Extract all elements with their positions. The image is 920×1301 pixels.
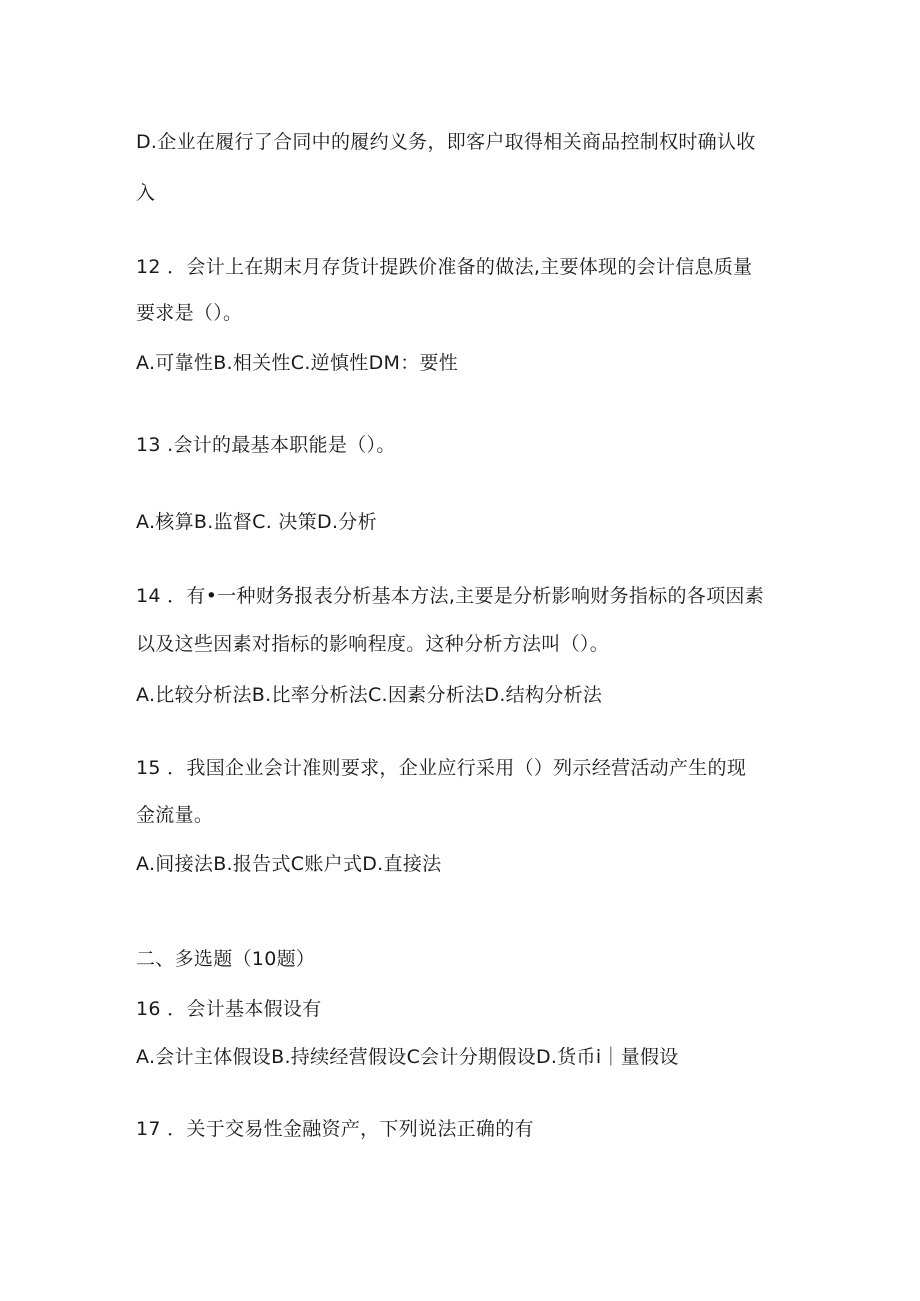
q16-stem: 16 ．会计基本假设有 xyxy=(136,998,322,1020)
q12-options: A.可靠性B.相关性C.逆慎性DM：要性 xyxy=(136,352,459,374)
q12-stem-line1: 12 ．会计上在期末月存货计提跌价准备的做法,主要体现的会计信息质量 xyxy=(136,256,753,278)
section-title: 二、多选题（10题） xyxy=(136,948,316,970)
q17-stem: 17 ．关于交易性金融资产，下列说法正确的有 xyxy=(136,1118,534,1140)
q16-options: A.会计主体假设B.持续经营假设C会计分期假设D.货币i｜量假设 xyxy=(136,1046,679,1068)
q11-option-d-line2: 入 xyxy=(136,182,156,204)
q15-stem-line1: 15 ．我国企业会计准则要求，企业应行采用（）列示经营活动产生的现 xyxy=(136,757,747,779)
q14-stem-line2: 以及这些因素对指标的影响程度。这种分析方法叫（）。 xyxy=(136,633,610,655)
q14-stem-line1: 14 ．有•一种财务报表分析基本方法,主要是分析影响财务指标的各项因素 xyxy=(136,585,764,607)
q13-stem: 13 .会计的最基本职能是（）。 xyxy=(136,434,396,456)
q15-options: A.间接法B.报告式C账户式D.直接法 xyxy=(136,853,442,875)
q13-options: A.核算B.监督C. 决策D.分析 xyxy=(136,511,377,533)
q12-stem-line2: 要求是（）。 xyxy=(136,302,243,324)
q14-options: A.比较分析法B.比率分析法C.因素分析法D.结构分析法 xyxy=(136,684,603,706)
q11-option-d-line1: D.企业在履行了合同中的履约义务，即客户取得相关商品控制权时确认收 xyxy=(136,131,756,153)
q15-stem-line2: 金流量。 xyxy=(136,804,214,826)
